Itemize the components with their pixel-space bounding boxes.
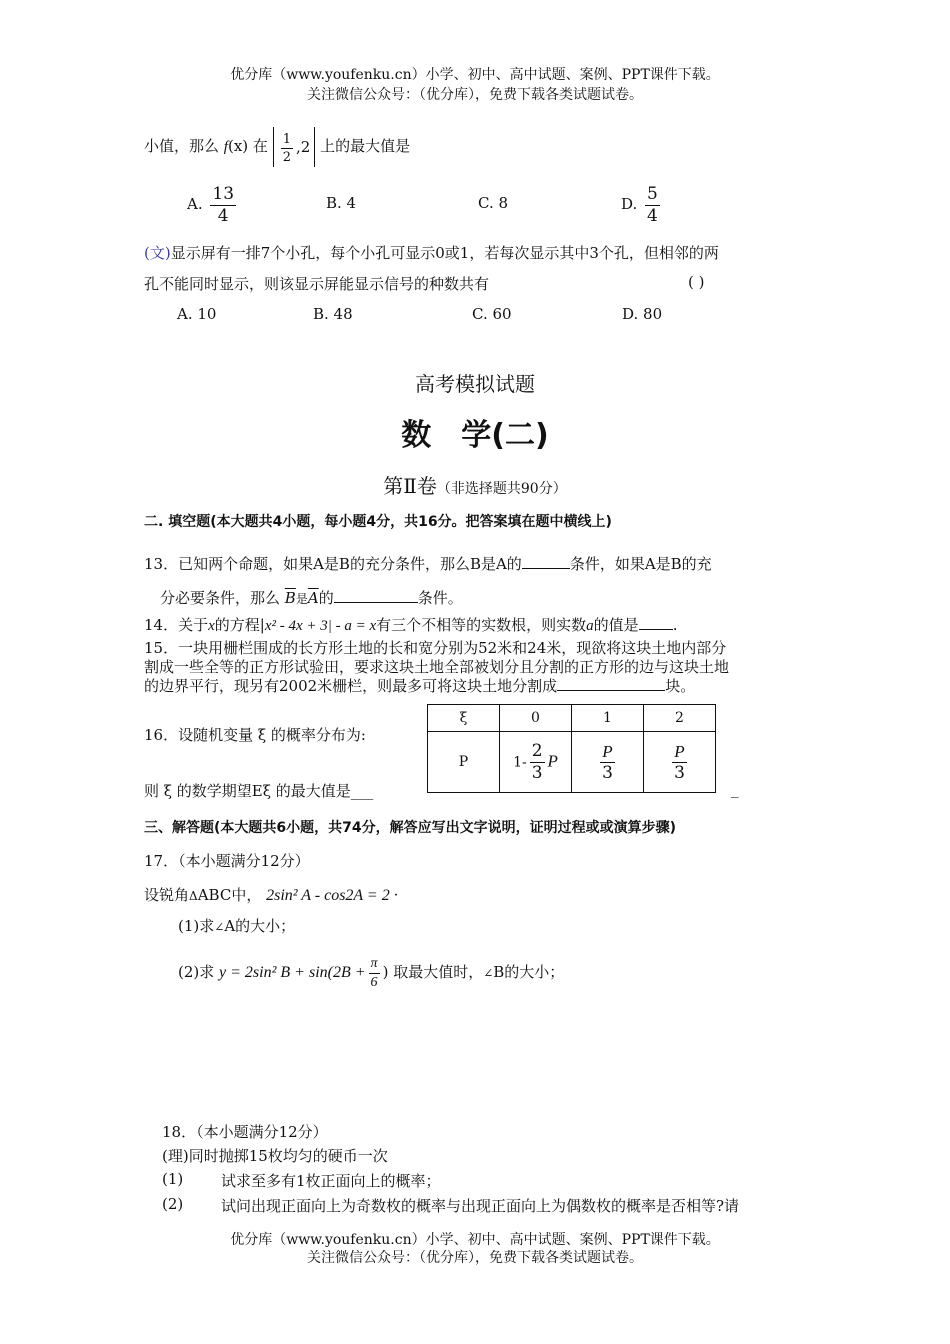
table-row [428, 732, 716, 793]
section-3-heading: 三、解答题(本大题共6小题，共74分，解答应写出文字说明，证明过程或或演算步骤) [144, 820, 677, 836]
answer-paren: ( ) [688, 273, 705, 291]
q18-sub-1: 试求至多有1枚正面向上的概率； [221, 1172, 441, 1190]
table-cell: $\frac{P}{3}$ [644, 732, 716, 793]
option-b: B. 4 [326, 194, 357, 212]
wen-question-line-2: 孔不能同时显示，则该显示屏能显示信号的种数共有 [144, 275, 490, 293]
table-cell: ξ [428, 705, 500, 732]
probability-distribution-table [427, 704, 716, 793]
table-cell: 1 [572, 705, 644, 732]
q18-sub-1-number: (1) [162, 1170, 184, 1188]
function-f: f [223, 139, 228, 155]
wen-option-d: D. 80 [622, 305, 663, 323]
q18-title: 18．（本小题满分12分） [162, 1123, 328, 1141]
q15-line-1: 15．一块用栅栏围成的长方形土地的长和宽分别为52米和24米，现欲将这块土地内部分 [144, 639, 727, 657]
section-2-heading: 二. 填空题(本大题共4小题，每小题4分，共16分。把答案填在题中横线上) [144, 514, 612, 530]
q18-sub-2-number: (2) [162, 1195, 184, 1213]
footer-line-1: 优分库（www.youfenku.cn）小学、初中、高中试题、案例、PPT课件下载。 [230, 1232, 720, 1248]
wen-tag: (文) [144, 244, 171, 262]
table-row [428, 705, 716, 732]
q14: 14．关于x的方程|x² - 4x + 3| - a = x有三个不相等的实数根，则实数a的值是 . [144, 616, 678, 634]
table-cell: 0 [500, 705, 572, 732]
q17-title: 17．（本小题满分12分） [144, 852, 310, 870]
wen-question-line-1: (文)显示屏有一排7个小孔，每个小孔可显示0或1，若每次显示其中3个孔，但相邻的两 [144, 244, 719, 262]
interval-bracket: $\frac{1}{2}$ ,2 [273, 127, 316, 167]
option-a: A. $\frac{13}{4}$ [187, 183, 235, 226]
answer-blank [334, 588, 418, 603]
table-cell: P [428, 732, 500, 793]
q16-trailing-blank: _ [731, 780, 739, 798]
table-cell: 1- $\frac{2}{3}$ P [500, 732, 572, 793]
option-c: C. 8 [478, 194, 509, 212]
exam-title: 数 学(二) [401, 418, 549, 453]
question-prev-stem: 小值，那么 f(x) 在 $\frac{1}{2}$ ,2 上的最大值是 [144, 126, 410, 166]
q17-part-1: (1)求∠A的大小； [178, 917, 296, 935]
exam-subtitle: 高考模拟试题 [415, 372, 535, 396]
table-cell: 2 [644, 705, 716, 732]
q13-line-1: 13．已知两个命题，如果A是B的充分条件，那么B是A的 条件，如果A是B的充 [144, 555, 712, 573]
wen-option-a: A. 10 [177, 305, 217, 323]
q15-line-2: 割成一些全等的正方形试验田，要求这块土地全部被划分且分割的正方形的边与这块土地 [144, 658, 730, 676]
answer-blank [639, 615, 673, 630]
footer-line-2: 关注微信公众号：（优分库），免费下载各类试题试卷。 [307, 1250, 643, 1266]
q17-part-2: (2)求 y = 2sin² B + sin(2B + $\frac{\pi}{6}$ ) 取最大值时，∠B的大小； [178, 955, 565, 990]
q18-line-1: (理)同时抛掷15枚均匀的硬币一次 [162, 1147, 388, 1165]
answer-blank [557, 676, 665, 691]
q18-sub-2: 试问出现正面向上为奇数枚的概率与出现正面向上为偶数枚的概率是否相等?请 [221, 1197, 740, 1215]
q13-line-2: 分必要条件，那么 $\overline{B}$是$\overline{A}$的 条件。 [160, 589, 463, 607]
q16-line-1: 16．设随机变量 ξ 的概率分布为: [144, 726, 366, 744]
wen-option-c: C. 60 [472, 305, 512, 323]
q15-line-3: 的边界平行，现另有2002米栅栏，则最多可将这块土地分割成 块。 [144, 677, 696, 695]
q17-condition: 设锐角ΔABC中， 2sin² A - cos2A = 2 · [144, 886, 398, 904]
wen-option-b: B. 48 [313, 305, 353, 323]
option-d: D. $\frac{5}{4}$ [621, 183, 658, 226]
q16-line-2: 则 ξ 的数学期望Eξ 的最大值是___ [144, 782, 374, 800]
table-cell: $\frac{P}{3}$ [572, 732, 644, 793]
header-line-1: 优分库（www.youfenku.cn）小学、初中、高中试题、案例、PPT课件下载。 [230, 67, 720, 83]
answer-blank [522, 554, 570, 569]
header-line-2: 关注微信公众号：（优分库），免费下载各类试题试卷。 [307, 87, 643, 103]
volume-heading: 第Ⅱ卷（非选择题共90分） [383, 474, 567, 498]
